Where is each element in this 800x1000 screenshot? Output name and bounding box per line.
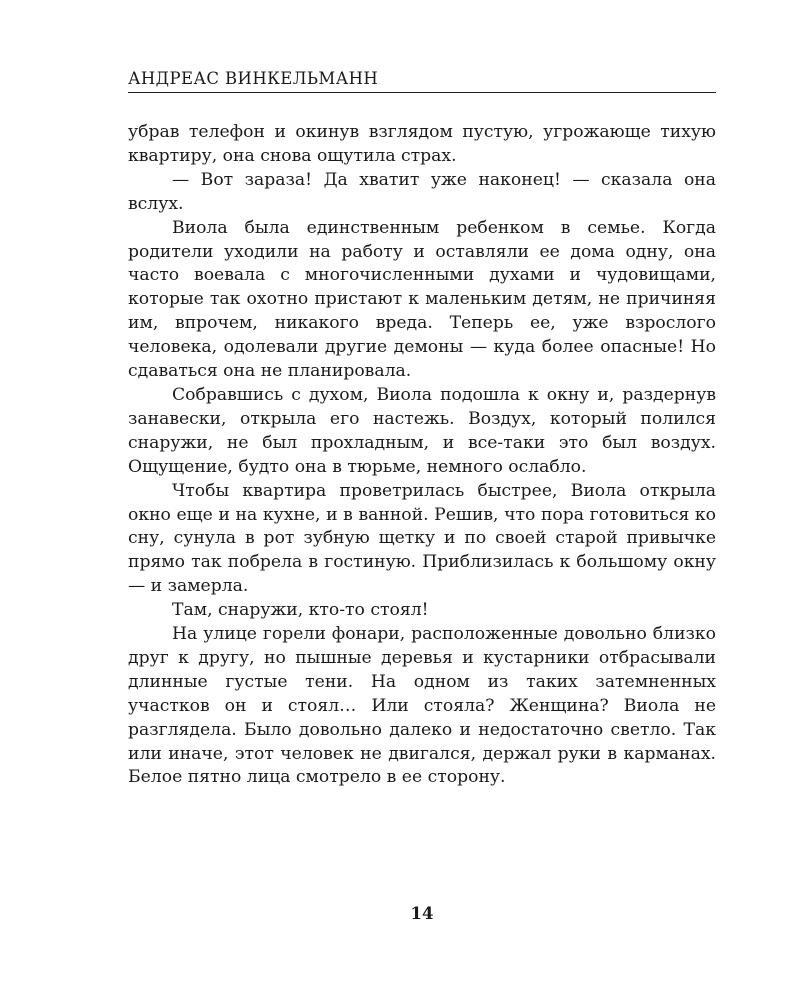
- paragraph: На улице горели фонари, расположенные довольно близко друг к другу, но пышные деревья и кустарники отбрасывали длинные густые тени. На одном из таких затемненных участков он и стоял… Или стояла? Женщина? Виола не разглядела. Было довольно далеко и недостаточно светло. Так или иначе, этот человек не двигался, держал руки в карманах. Белое пятно лица смотрело в ее сторону.: [128, 624, 716, 788]
- running-head: АНДРЕАС ВИНКЕЛЬМАНН: [128, 68, 716, 93]
- paragraph: Чтобы квартира проветрилась быстрее, Виола открыла окно еще и на кухне, и в ванной. Решив, что пора готовиться ко сну, сунула в рот зубную щетку и по своей старой привычке прямо так побрела в гостиную. Приблизилась к большому окну — и замерла.: [128, 480, 716, 597]
- paragraph-continuation: убрав телефон и окинув взглядом пустую, угрожающе тихую квартиру, она снова ощутила страх.: [128, 122, 716, 166]
- paragraph: Собравшись с духом, Виола подошла к окну и, раздернув занавески, открыла его настежь. Воздух, который полился снаружи, не был прохладным, и все-таки это был воздух. Ощущение, будто она в тюрьме, немного ослабло.: [128, 384, 716, 477]
- paragraph: Там, снаружи, кто-то стоял!: [172, 600, 429, 621]
- paragraph-dialogue: — Вот зараза! Да хватит уже наконец! — сказала она вслух.: [128, 169, 716, 214]
- body-text: [128, 121, 716, 790]
- paragraph: Виола была единственным ребенком в семье. Когда родители уходили на работу и оставляли ее дома одну, она часто воевала с многочисленными духами и чудовищами, которые так охотно пристают к маленьким детям, не причиняя им, впрочем, никакого вреда. Теперь ее, уже взрослого человека, одолевали другие демоны — куда более опасные! Но сдаваться она не планировала.: [128, 217, 716, 382]
- book-page: [128, 68, 716, 923]
- page-number: 14: [410, 904, 434, 923]
